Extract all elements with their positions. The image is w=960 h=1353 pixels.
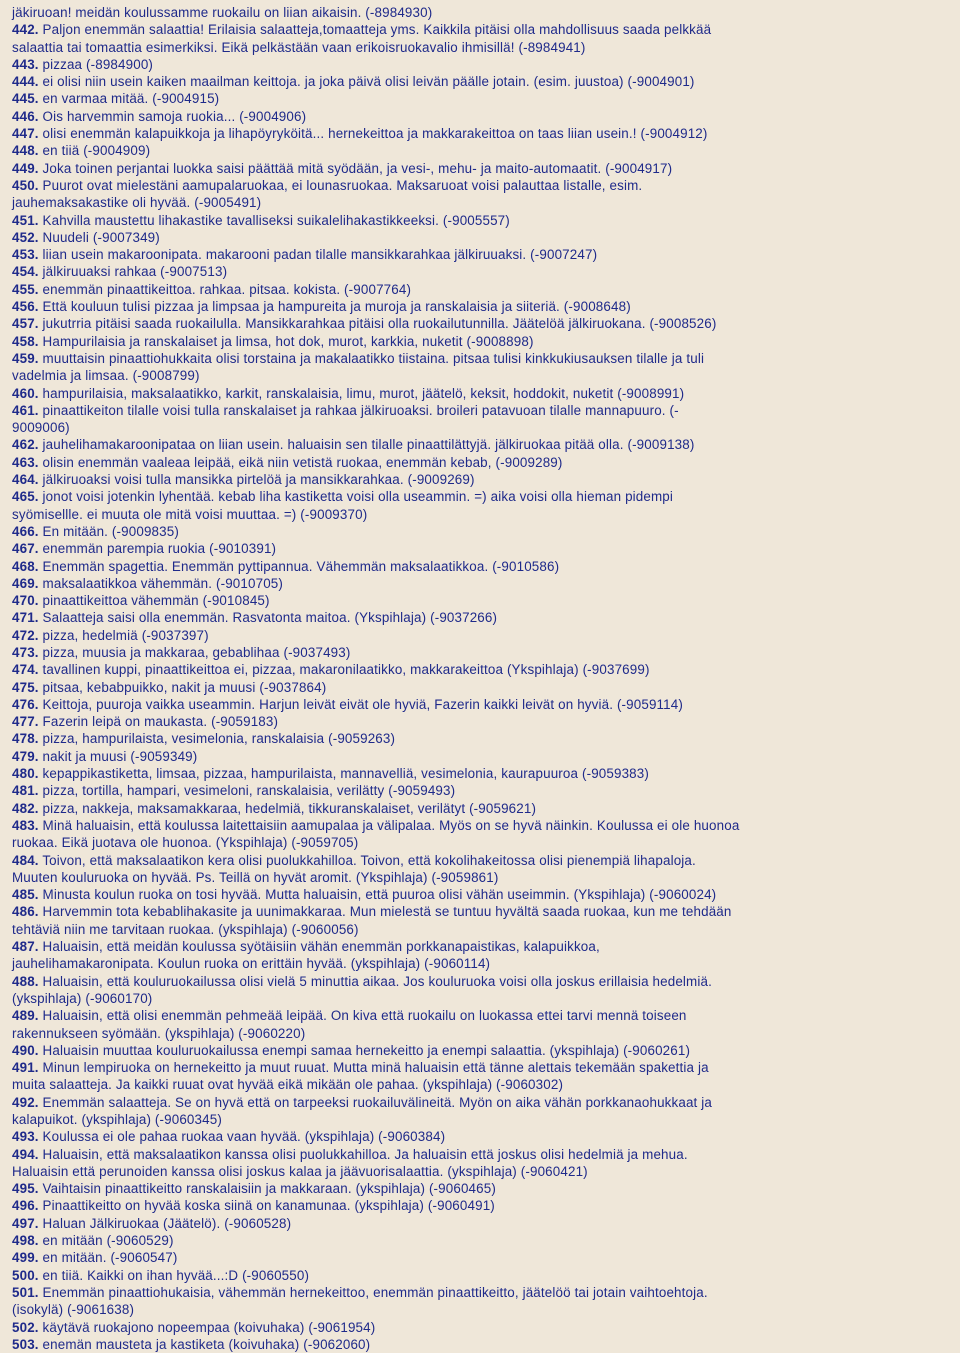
entry-number: 464. [12,472,39,488]
entry-text: Paljon enemmän salaattia! Erilaisia salaatteja,tomaatteja yms. Kaikkila pitäisi olla mahdollisuus saada pelkkää [42,22,712,38]
entry-number: 495. [12,1181,39,1197]
entry-number: 479. [12,748,39,764]
entry-text: en varmaa mitää. (-9004915) [42,91,220,107]
entry-text: kalapuikot. (ykspihlaja) (-9060345) [12,1112,222,1127]
entry-text: Että kouluun tulisi pizzaa ja limpsaa ja hampureita ja muroja ja ranskalaisia ja siiteriä. (-9008648) [42,299,631,315]
entry-text: Koulussa ei ole pahaa ruokaa vaan hyvää. (ykspihlaja) (-9060384) [42,1129,446,1145]
numbered-entry-line [12,713,950,730]
entry-number: 451. [12,212,39,228]
entry-number: 474. [12,662,39,678]
numbered-entry-line [12,142,950,159]
numbered-entry-line [12,644,950,661]
numbered-entry-line [12,160,950,177]
entry-number: 447. [12,126,39,142]
continuation-line [12,367,950,384]
numbered-entry-line [12,1146,950,1163]
continuation-line [12,834,950,851]
entry-text: käytävä ruokajono nopeempaa (koivuhaka) (-9061954) [42,1319,376,1335]
entry-text: (isokylä) (-9061638) [12,1302,135,1318]
numbered-entry-line [12,1284,950,1301]
numbered-entry-line [12,523,950,540]
numbered-entry-line [12,333,950,350]
entry-number: 470. [12,593,39,609]
numbered-entry-line [12,575,950,592]
numbered-entry-line [12,471,950,488]
entry-text: liian usein makaroonipata. makarooni padan tilalle mansikkarahkaa jälkiruuaksi. (-9007247) [42,247,598,263]
entry-text: Haluaisin muuttaa kouluruokailussa enempi samaa hernekeitto ja enempi salaattia. (ykspihlaja) (-9060261) [42,1042,691,1058]
numbered-entry-line [12,1319,950,1336]
entry-number: 443. [12,56,39,72]
entry-number: 446. [12,108,39,124]
numbered-entry-line [12,558,950,575]
entry-text: Haluaisin, että meidän koulussa syötäisiin vähän enemmän porkkanapaistikas, kalapuikkoa, [42,939,600,955]
entry-text: en mitään (-9060529) [42,1233,174,1249]
entry-number: 496. [12,1198,39,1214]
entry-number: 485. [12,887,39,903]
entry-number: 445. [12,91,39,107]
numbered-entry-line [12,938,950,955]
entry-text: pizzaa (-8984900) [42,56,154,72]
entry-number: 462. [12,437,39,453]
entry-number: 453. [12,247,39,263]
entry-number: 473. [12,644,39,660]
entry-text: En mitään. (-9009835) [42,523,179,539]
numbered-entry-line [12,730,950,747]
entry-number: 469. [12,575,39,591]
entry-text: pizza, muusia ja makkaraa, gebablihaa (-9037493) [42,644,351,660]
entry-text: jälkiruoaksi voisi tulla mansikka pirtelöä ja mansikkarahkaa. (-9009269) [42,472,475,488]
entry-text: Haluaisin että perunoiden kanssa olisi joskus kalaa ja jäävuorisalaattia. (ykspihlaja) (-9060421) [12,1163,588,1179]
entry-text: pizza, hampurilaista, vesimelonia, ranskalaisia (-9059263) [42,731,396,747]
entry-number: 450. [12,177,39,193]
entry-text: Pinaattikeitto on hyvää koska siinä on kanamunaa. (ykspihlaja) (-9060491) [42,1198,495,1214]
entry-text: pizza, tortilla, hampari, vesimeloni, ranskalaisia, verilätty (-9059493) [42,783,456,799]
entry-number: 483. [12,817,39,833]
entry-number: 458. [12,333,39,349]
numbered-entry-line [12,108,950,125]
numbered-entry-line [12,212,950,229]
entry-text: muita salaatteja. Ja kaikki ruuat ovat hyvää eikä mikään ole pahaa. (ykspihlaja) (-9060302) [12,1077,564,1093]
entry-number: 449. [12,160,39,176]
entry-number: 498. [12,1233,39,1249]
entry-number: 456. [12,299,39,315]
numbered-entry-line [12,765,950,782]
entry-text: Kahvilla maustettu lihakastike tavalliseksi suikalelihakastikkeeksi. (-9005557) [42,212,510,228]
entry-number: 468. [12,558,39,574]
numbered-entry-line [12,177,950,194]
entry-text: enemmän pinaattikeittoa. rahkaa. pitsaa. kokista. (-9007764) [42,281,412,297]
entry-text: en mitään. (-9060547) [42,1250,178,1266]
entry-number: 448. [12,143,39,159]
entry-text: Haluan Jälkiruokaa (Jäätelö). (-9060528) [42,1215,292,1231]
entry-text: 9009006) [12,420,70,436]
entry-text: salaattia tai tomaattia esimerkiksi. Eikä pelkästään vaan erikoisruokavalio ihmisillä! (-8984941) [12,39,586,55]
numbered-entry-line [12,973,950,990]
entry-number: 482. [12,800,39,816]
numbered-entry-line [12,800,950,817]
numbered-entry-line [12,592,950,609]
entry-text: syömisellle. ei muuta ole mitä voisi muuttaa. =) (-9009370) [12,506,368,522]
numbered-entry-line [12,782,950,799]
numbered-entry-line [12,56,950,73]
numbered-entry-line [12,350,950,367]
entry-text: pinaattikeittoa vähemmän (-9010845) [42,593,270,609]
entry-number: 491. [12,1060,39,1076]
continuation-line [12,1111,950,1128]
entry-text: maksalaatikkoa vähemmän. (-9010705) [42,575,283,591]
entry-text: enemän mausteta ja kastiketa (koivuhaka) (-9062060) [42,1336,371,1352]
entry-text: jauhelihamakaroonipataa on liian usein. haluaisin sen tilalle pinaattilättyjä. jälkiruokaa pitää olla. (-9009138) [42,437,695,453]
entry-number: 487. [12,939,39,955]
entry-number: 452. [12,229,39,245]
numbered-entry-line [12,1267,950,1284]
numbered-entry-line [12,1059,950,1076]
entry-number: 472. [12,627,39,643]
entry-text: Vaihtaisin pinaattikeitto ranskalaisiin ja makkaraan. (ykspihlaja) (-9060465) [42,1181,496,1197]
continuation-line [12,506,950,523]
entry-text: Minusta koulun ruoka on tosi hyvää. Mutta haluaisin, että puuroa olisi vähän useimmin. (Ykspihlaja) (-9060024) [42,887,717,903]
numbered-entry-line [12,1180,950,1197]
entry-text: Enemmän salaatteja. Se on hyvä että on tarpeeksi ruokailuvälineitä. Myön on aika vähän porkkanaohukkaat ja [42,1094,713,1110]
continuation-line [12,419,950,436]
numbered-entry-line [12,385,950,402]
numbered-entry-line [12,315,950,332]
numbered-entry-line [12,1249,950,1266]
entry-number: 457. [12,316,39,332]
entry-text: tehtäviä niin me tarvitaan ruokaa. (ykspihlaja) (-9060056) [12,921,359,937]
numbered-entry-line [12,90,950,107]
entry-number: 501. [12,1284,39,1300]
entry-number: 460. [12,385,39,401]
continuation-line [12,194,950,211]
entry-text: pinaattikeiton tilalle voisi tulla ranskalaiset ja rahkaa jälkiruoaksi. broileri patavuoan tilalle mannapuuro. (- [42,402,679,418]
numbered-entry-line [12,679,950,696]
numbered-entry-line [12,540,950,557]
numbered-entry-line [12,402,950,419]
entry-number: 476. [12,696,39,712]
entry-text: Haluaisin, että kouluruokailussa olisi vielä 5 minuttia aikaa. Jos kouluruoka voisi olla joskus erillaisia hedelmiä. [42,973,712,989]
entry-text: Toivon, että maksalaatikon kera olisi puolukkahilloa. Toivon, että kokolihakeitossa olisi pienempiä lihapaloja. [42,852,696,868]
entry-number: 471. [12,610,39,626]
entry-text: Hampurilaisia ja ranskalaiset ja limsa, hot dok, murot, karkkia, nuketit (-9008898) [42,333,534,349]
numbered-entry-line [12,1215,950,1232]
entry-text: en tiiä. Kaikki on ihan hyvää...:D (-9060550) [42,1267,310,1283]
numbered-entry-line [12,1232,950,1249]
numbered-entry-line [12,852,950,869]
entry-text: Enemmän spagettia. Enemmän pyttipannua. Vähemmän maksalaatikkoa. (-9010586) [42,558,560,574]
entry-number: 465. [12,489,39,505]
entry-number: 493. [12,1129,39,1145]
entry-number: 475. [12,679,39,695]
entry-text: pizza, nakkeja, maksamakkaraa, hedelmiä, tikkuranskalaiset, verilätyt (-9059621) [42,800,537,816]
continuation-line [12,1301,950,1318]
numbered-entry-line [12,125,950,142]
entry-number: 484. [12,852,39,868]
entry-number: 503. [12,1336,39,1352]
entry-text: Muuten kouluruoka on hyvää. Ps. Teillä on hyvät aromit. (Ykspihlaja) (-9059861) [12,869,499,885]
entry-text: vadelmia ja limsaa. (-9008799) [12,368,200,384]
entry-text: (ykspihlaja) (-9060170) [12,990,153,1006]
continuation-line [12,39,950,56]
entry-number: 492. [12,1094,39,1110]
entry-text: pizza, hedelmiä (-9037397) [42,627,209,643]
entry-text: pitsaa, kebabpuikko, nakit ja muusi (-9037864) [42,679,327,695]
entry-number: 478. [12,731,39,747]
entry-text: kepappikastiketta, limsaa, pizzaa, hampurilaista, mannavelliä, vesimelonia, kaurapuuroa (-9059383) [42,766,649,782]
entry-number: 490. [12,1042,39,1058]
numbered-entry-line [12,1094,950,1111]
numbered-entry-line [12,627,950,644]
entry-text: Puurot ovat mielestäni aamupalaruokaa, ei lounasruokaa. Maksaruoat voisi palauttaa listalle, esim. [42,177,643,193]
entry-number: 467. [12,541,39,557]
numbered-entry-line [12,454,950,471]
numbered-entry-line [12,1042,950,1059]
continuation-line [12,4,950,21]
entry-text: Joka toinen perjantai luokka saisi päättää mitä syödään, ja vesi-, mehu- ja maito-automaatit. (-9004917) [42,160,673,176]
entry-text: Minun lempiruoka on hernekeitto ja muut ruuat. Mutta minä haluaisin että tänne alettais tekemään spakettia ja [42,1060,709,1076]
numbered-entry-line [12,246,950,263]
numbered-entry-line [12,609,950,626]
entry-text: Minä haluaisin, että koulussa laitettaisiin aamupalaa ja välipalaa. Myös on se hyvä näinkin. Koulussa ei ole huonoa [42,817,740,833]
entry-text: Salaatteja saisi olla enemmän. Rasvatonta maitoa. (Ykspihlaja) (-9037266) [42,610,498,626]
numbered-entry-line [12,488,950,505]
numbered-entry-line [12,21,950,38]
entry-text: nakit ja muusi (-9059349) [42,748,198,764]
entry-number: 444. [12,74,39,90]
entry-number: 480. [12,766,39,782]
entry-number: 499. [12,1250,39,1266]
entry-text: en tiiä (-9004909) [42,143,151,159]
numbered-entry-line [12,298,950,315]
continuation-line [12,955,950,972]
numbered-entry-line [12,748,950,765]
numbered-entry-line [12,661,950,678]
continuation-line [12,1025,950,1042]
entry-number: 494. [12,1146,39,1162]
entry-text: Ois harvemmin samoja ruokia... (-9004906) [42,108,307,124]
numbered-entry-line [12,696,950,713]
numbered-entry-line [12,886,950,903]
numbered-entry-line [12,1007,950,1024]
continuation-line [12,921,950,938]
entry-text: Harvemmin tota kebablihakasite ja uunimakkaraa. Mun mielestä se tuntuu hyvältä saada ruokaa, kun me tehdään [42,904,732,920]
entry-number: 454. [12,264,39,280]
entry-text: Enemmän pinaattiohukaisia, vähemmän hernekeittoo, enemmän pinaattikeitto, jäätelöö tai jotain vaihtoehtoja. [42,1284,708,1300]
entry-text: jonot voisi jotenkin lyhentää. kebab liha kastiketta voisi olla useammin. =) aika voisi olla hieman pidempi [42,489,674,505]
continuation-line [12,1076,950,1093]
entry-text: rakennukseen syömään. (ykspihlaja) (-9060220) [12,1025,306,1041]
entry-text: enemmän parempia ruokia (-9010391) [42,541,277,557]
entry-text: ruokaa. Eikä juotava ole huonoa. (Ykspihlaja) (-9059705) [12,835,359,851]
entry-number: 497. [12,1215,39,1231]
numbered-entry-line [12,817,950,834]
numbered-entry-line [12,281,950,298]
entry-number: 466. [12,523,39,539]
entry-number: 477. [12,714,39,730]
entry-text: Nuudeli (-9007349) [42,229,160,245]
entry-number: 488. [12,973,39,989]
entry-text: jäkiruoan! meidän koulussamme ruokailu on liian aikaisin. (-8984930) [12,5,433,20]
entry-text: jauhemaksakastike oli hyvää. (-9005491) [12,195,262,211]
numbered-entry-line [12,1197,950,1214]
entry-text: Haluaisin, että maksalaatikon kanssa olisi puolukkahilloa. Ja haluaisin että joskus olisi hedelmiä ja mehua. [42,1146,688,1162]
numbered-entry-line [12,1336,950,1353]
entry-text: jälkiruuaksi rahkaa (-9007513) [42,264,228,280]
entry-number: 486. [12,904,39,920]
numbered-entry-line [12,73,950,90]
entry-text: tavallinen kuppi, pinaattikeittoa ei, pizzaa, makaronilaatikko, makkarakeittoa (Ykspihlaja) (-9037699) [42,662,650,678]
continuation-line [12,990,950,1007]
numbered-entry-line [12,903,950,920]
entry-number: 461. [12,402,39,418]
numbered-entry-line [12,1128,950,1145]
entry-text: Haluaisin, että olisi enemmän pehmeää leipää. On kiva että ruokailu on luokassa ettei tarvi mennä toiseen [42,1008,687,1024]
entry-text: Keittoja, puuroja vaikka useammin. Harjun leivät eivät ole hyviä, Fazerin kaikki leivät on hyviä. (-9059114) [42,696,683,712]
entry-text: ei olisi niin usein kaiken maailman keittoja. ja joka päivä olisi leivän päälle jotain. (esim. juustoa) (-9004901) [42,74,695,90]
entry-text: olisi enemmän kalapuikkoja ja lihapöyryköitä... hernekeittoa ja makkarakeittoa on taas liian usein.! (-9004912) [42,126,708,142]
continuation-line [12,1163,950,1180]
continuation-line [12,869,950,886]
entry-number: 455. [12,281,39,297]
entry-number: 500. [12,1267,39,1283]
entry-number: 489. [12,1008,39,1024]
entry-text: Fazerin leipä on maukasta. (-9059183) [42,714,279,730]
entry-text: olisin enemmän vaaleaa leipää, eikä niin vetistä ruokaa, enemmän kebab, (-9009289) [42,454,563,470]
numbered-entry-line [12,436,950,453]
entry-text: jukutrria pitäisi saada ruokailulla. Mansikkarahkaa pitäisi olla ruokailutunnilla. Jäätelöä jälkiruokana. (-9008526) [42,316,717,332]
entry-number: 442. [12,22,39,38]
numbered-entry-line [12,263,950,280]
entry-text: jauhelihamakaronipata. Koulun ruoka on erittäin hyvää. (ykspihlaja) (-9060114) [12,956,491,972]
entry-text: muuttaisin pinaattiohukkaita olisi torstaina ja makalaatikko tiistaina. pitsaa tulisi kinkkukiusauksen tilalle ja tuli [42,350,705,366]
entry-number: 502. [12,1319,39,1335]
entry-text: hampurilaisia, maksalaatikko, karkit, ranskalaisia, limu, murot, jäätelö, keksit, hoddokit, nuketit (-9008991) [42,385,685,401]
numbered-entry-line [12,229,950,246]
entry-number: 463. [12,454,39,470]
entry-number: 481. [12,783,39,799]
entry-number: 459. [12,350,39,366]
